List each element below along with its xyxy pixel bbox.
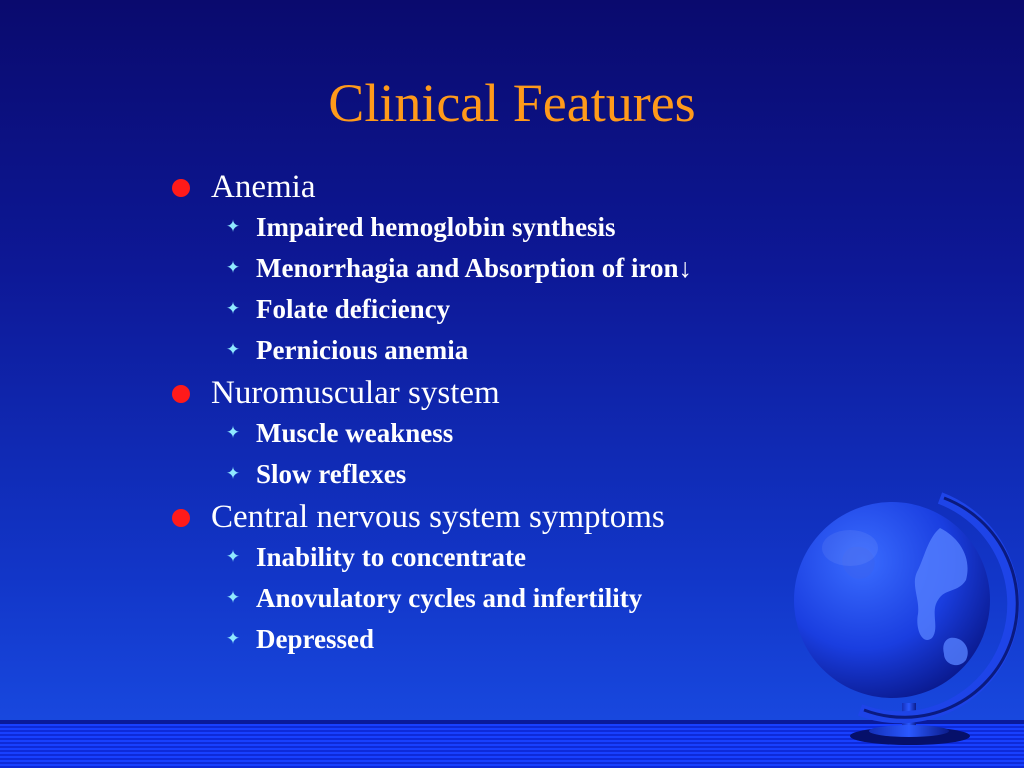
four-point-star-icon: ✦ [225, 464, 241, 484]
bullet-heading-text: Central nervous system symptoms [211, 498, 665, 535]
red-dot-icon [172, 179, 190, 197]
sub-bullet-text: Muscle weakness [256, 418, 454, 448]
bullet-list [172, 165, 872, 660]
sub-bullet-text: Folate deficiency [256, 294, 451, 324]
bullet-heading-text: Nuromuscular system [211, 374, 500, 411]
globe-icon [790, 488, 1020, 748]
four-point-star-icon: ✦ [225, 340, 241, 360]
four-point-star-icon: ✦ [225, 217, 241, 237]
sub-bullet [172, 248, 872, 289]
sub-bullet [172, 619, 872, 660]
sub-bullet [172, 413, 872, 454]
bullet-heading [172, 167, 872, 207]
four-point-star-icon: ✦ [225, 588, 241, 608]
sub-bullet-text: Pernicious anemia [256, 335, 469, 365]
slide-title: Clinical Features [328, 73, 696, 133]
bullet-heading [172, 373, 872, 413]
sub-bullet [172, 289, 872, 330]
sub-bullet [172, 207, 872, 248]
sub-bullet-text: Menorrhagia and Absorption of iron↓ [256, 253, 693, 283]
sub-bullet [172, 537, 872, 578]
sub-bullet-text: Depressed [256, 624, 374, 654]
sub-bullet [172, 330, 872, 371]
red-dot-icon [172, 385, 190, 403]
four-point-star-icon: ✦ [225, 299, 241, 319]
bullet-heading [172, 497, 872, 537]
sub-bullet-text: Inability to concentrate [256, 542, 526, 572]
four-point-star-icon: ✦ [225, 423, 241, 443]
four-point-star-icon: ✦ [225, 629, 241, 649]
sub-bullet-text: Anovulatory cycles and infertility [256, 583, 643, 613]
sub-bullet-text: Slow reflexes [256, 459, 407, 489]
sub-bullet-text: Impaired hemoglobin synthesis [256, 212, 616, 242]
sub-bullet [172, 454, 872, 495]
four-point-star-icon: ✦ [225, 258, 241, 278]
bullet-heading-text: Anemia [211, 168, 316, 205]
sub-bullet [172, 578, 872, 619]
red-dot-icon [172, 509, 190, 527]
four-point-star-icon: ✦ [225, 547, 241, 567]
